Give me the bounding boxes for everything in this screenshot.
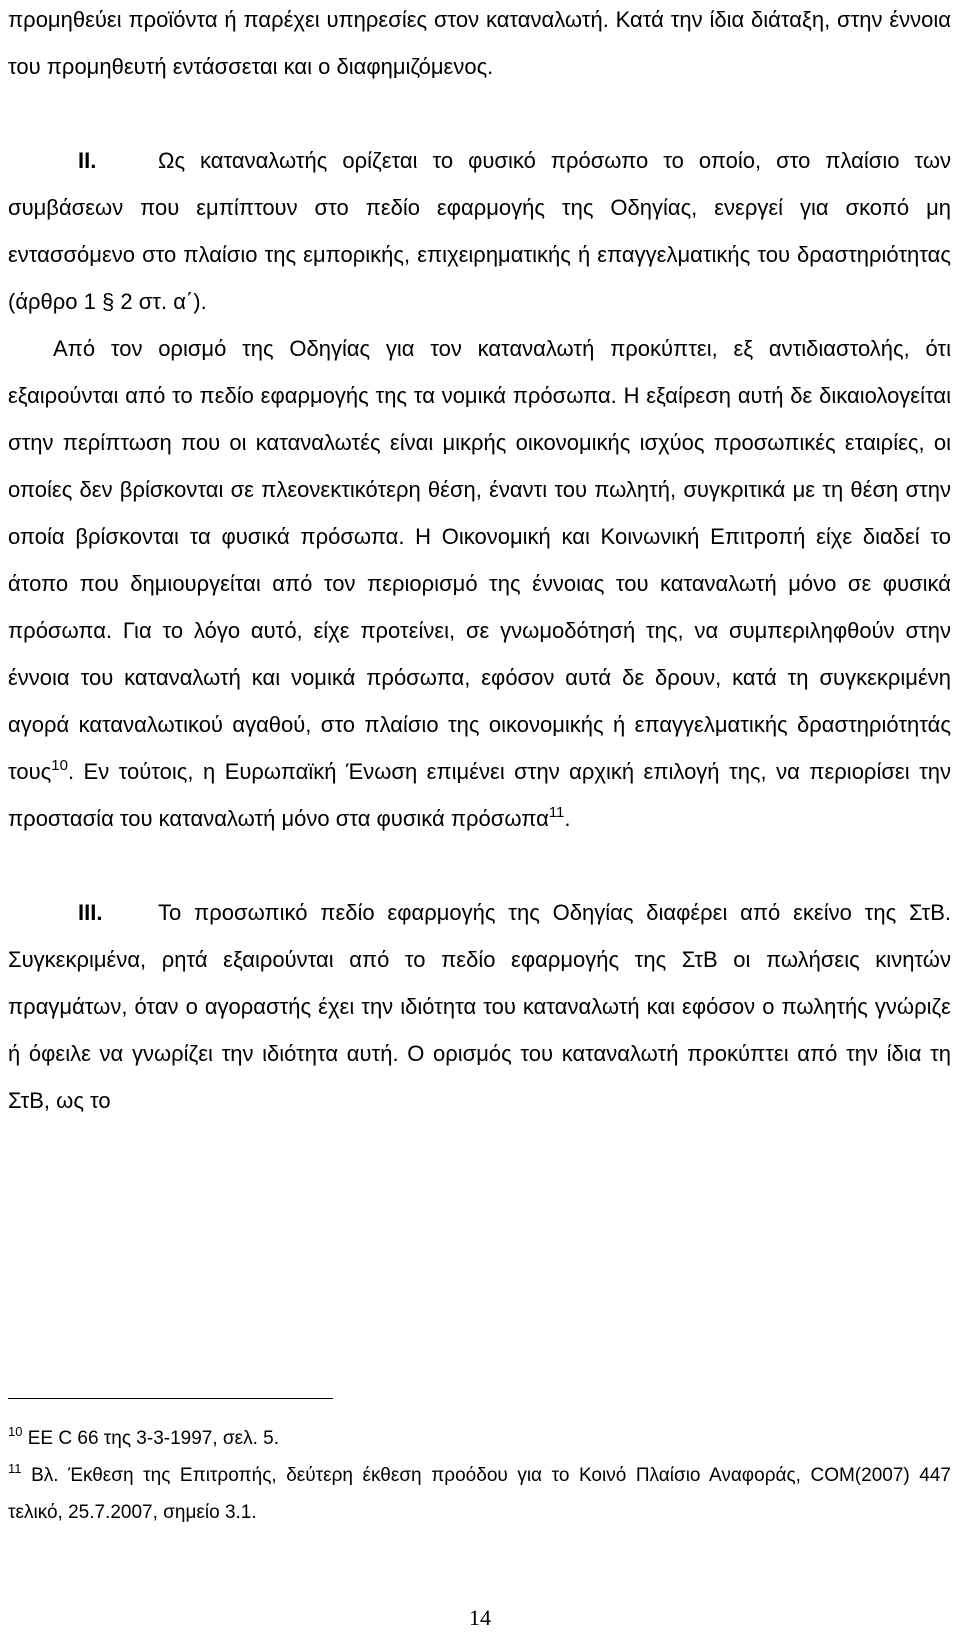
footnote-text: Βλ. Έκθεση της Επιτροπής, δεύτερη έκθεση προόδου για το Κοινό Πλαίσιο Αναφοράς, COM(2007) 447 τελικό, 25.7.2007, σημείο 3.1. (8, 1465, 951, 1523)
paragraph-text-part: . Εν τούτοις, η Ευρωπαϊκή Ένωση επιμένει στην αρχική επιλογή της, να περιορίσει την προστασία του καταναλωτή μόνο στα φυσικά πρόσωπα (8, 759, 951, 831)
section-ii-text: Ως καταναλωτής ορίζεται το φυσικό πρόσωπο το οποίο, στο πλαίσιο των συμβάσεων που εμπίπτουν στο πεδίο εφαρμογής της Οδηγίας, ενεργεί για σκοπό μη εντασσόμενο στο πλαίσιο της εμπορικής, επιχειρηματικής ή επαγγελματικής του δραστηριότητας (άρθρο 1 § 2 στ. α΄). (8, 148, 951, 314)
section-iii-text: Το προσωπικό πεδίο εφαρμογής της Οδηγίας διαφέρει από εκείνο της ΣτΒ. Συγκεκριμένα, ρητά εξαιρούνται από το πεδίο εφαρμογής της ΣτΒ οι πωλήσεις κινητών πραγμάτων, όταν ο αγοραστής έχει την ιδιότητα του καταναλωτή και εφόσον ο πωλητής γνώριζε ή όφειλε να γνωρίζει την ιδιότητα αυτή. Ο ορισμός του καταναλωτή προκύπτει από την ίδια τη ΣτΒ, ως το (8, 900, 951, 1113)
section-number: ΙΙΙ. (78, 900, 103, 925)
footnote-separator (8, 1398, 333, 1399)
paragraph-gap (8, 842, 951, 889)
legal-persons-paragraph (8, 325, 951, 842)
paragraph-text-part: Από τον ορισμό της Οδηγίας για τον καταναλωτή προκύπτει, εξ αντιδιαστολής, ότι εξαιρούνται από το πεδίο εφαρμογής της τα νομικά πρόσωπα. Η εξαίρεση αυτή δε δικαιολογείται στην περίπτωση που οι καταναλωτές είναι μικρής οικονομικής ισχύος προσωπικές εταιρίες, οι οποίες δεν βρίσκονται σε πλεονεκτικότερη θέση, έναντι του πωλητή, συγκριτικά με τη θέση στην οποία βρίσκονται τα φυσικά πρόσωπα. Η Οικονομική και Κοινωνική Επιτροπή είχε διαδεί το άτοπο που δημιουργείται από τον περιορισμό της έννοιας του καταναλωτή μόνο σε φυσικά πρόσωπα. Για το λόγο αυτό, είχε προτείνει, σε γνωμοδότησή της, να συμπεριληφθούν στην έννοια του καταναλωτή και νομικά πρόσωπα, εφόσον αυτά δε δρουν, κατά τη συγκεκριμένη αγορά καταναλωτικού αγαθού, στο πλαίσιο της οικονομικής ή επαγγελματικής δραστηριότητάς τους (8, 336, 951, 784)
footnote-text: ΕΕ C 66 της 3-3-1997, σελ. 5. (27, 1428, 280, 1449)
footnotes (8, 1420, 951, 1531)
page-number: 14 (469, 1605, 491, 1630)
footnote-reference[interactable]: 11 (548, 804, 565, 821)
footnote (8, 1457, 951, 1531)
footnote (8, 1420, 951, 1457)
section-iii-paragraph (8, 889, 951, 1124)
footnote-number: 11 (8, 1461, 22, 1476)
section-number: ΙΙ. (78, 148, 97, 173)
section-ii-paragraph (8, 137, 951, 325)
paragraph-gap (8, 90, 951, 137)
footnote-number: 10 (8, 1424, 23, 1439)
body-text (8, 0, 951, 1124)
paragraph-text-part: . (564, 806, 571, 831)
paragraph-continuation: προμηθεύει προϊόντα ή παρέχει υπηρεσίες στον καταναλωτή. Κατά την ίδια διάταξη, στην έννοια του προμηθευτή εντάσσεται και ο διαφημιζόμενος. (8, 7, 951, 79)
footnote-reference[interactable]: 10 (51, 757, 68, 774)
